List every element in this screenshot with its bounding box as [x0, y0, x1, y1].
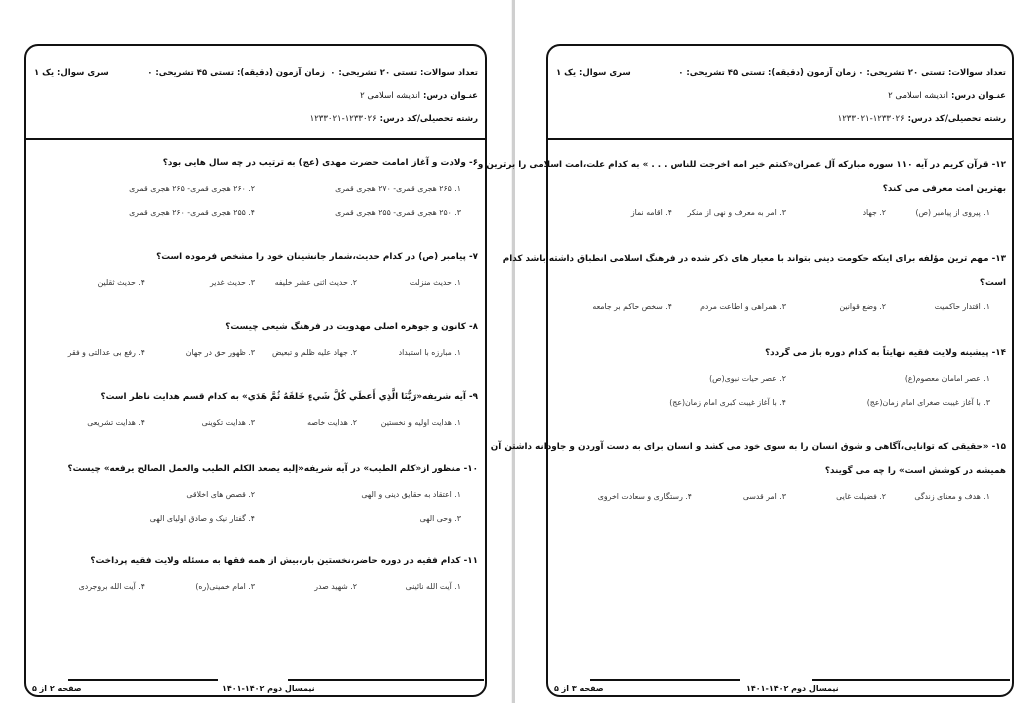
footer-rule	[812, 679, 1010, 681]
course-value: اندیشه اسلامی ۲	[888, 91, 948, 101]
term-label: نیمسال دوم ۱۴۰۲-۱۴۰۱	[746, 684, 839, 693]
q7-option-4[interactable]: ۴. حدیث ثقلین	[97, 278, 145, 287]
field-label: رشته تحصیلی/کد درس:	[907, 114, 1006, 124]
q14-option-3[interactable]: ۳. با آغاز غیبت صغرای امام زمان(عج)	[866, 398, 990, 407]
q10-option-2[interactable]: ۲. قصص های اخلاقی	[186, 490, 255, 499]
q14-option-1[interactable]: ۱. عصر امامان معصوم(ع)	[904, 374, 990, 383]
question-count: تعداد سوالات: تستی ۲۰ تشریحی: ۰	[858, 68, 1006, 78]
q6-option-2[interactable]: ۲. ۲۶۰ هجری قمری- ۲۶۵ هجری قمری	[129, 184, 255, 193]
field-value: ۱۲۳۳۰۲۶-۱۲۳۳۰۲۱	[309, 114, 377, 124]
q9-option-3[interactable]: ۳. هدایت تکوینی	[201, 418, 255, 427]
question-count: تعداد سوالات: تستی ۲۰ تشریحی: ۰	[330, 68, 478, 78]
q11-option-4[interactable]: ۴. آیت الله بروجردی	[78, 582, 145, 591]
footer-rule	[68, 679, 218, 681]
q13-option-2[interactable]: ۲. وضع قوانین	[839, 302, 886, 311]
q8-option-4[interactable]: ۴. رفع بی عدالتی و فقر	[67, 348, 145, 357]
course-value: اندیشه اسلامی ۲	[360, 91, 420, 101]
exam-page-2	[0, 0, 511, 703]
q6-option-3[interactable]: ۳. ۲۵۰ هجری قمری- ۲۵۵ هجری قمری	[335, 208, 461, 217]
series-number: سری سوال: یک ۱	[34, 68, 109, 78]
question-10: ۱۰- منظور از«کلم الطیب» در آیه شریفه«إلیه یصعد الکلم الطیب والعمل الصالح یرفعه» چیست؟	[67, 464, 478, 474]
q11-option-1[interactable]: ۱. آیت الله نائینی	[405, 582, 461, 591]
series-number: سری سوال: یک ۱	[556, 68, 631, 78]
q8-option-2[interactable]: ۲. جهاد علیه ظلم و تبعیض	[271, 348, 357, 357]
page-number: صفحه ۳ از ۵	[554, 684, 604, 693]
question-7: ۷- پیامبر (ص) در کدام حدیث،شمار جانشینان خود را مشخص فرموده است؟	[156, 252, 478, 262]
q9-option-2[interactable]: ۲. هدایت خاصه	[307, 418, 357, 427]
q8-option-1[interactable]: ۱. مبارزه با استبداد	[398, 348, 461, 357]
field-value: ۱۲۳۳۰۲۶-۱۲۳۳۰۲۱	[837, 114, 905, 124]
course-title	[888, 91, 1006, 101]
course-label: عنـوان درس:	[422, 91, 478, 101]
exam-duration: زمان آزمون (دقیقه): تستی ۴۵ تشریحی: ۰	[678, 68, 856, 78]
question-14: ۱۴- پیشینه ولایت فقیه نهایتاً به کدام دوره باز می گردد؟	[765, 348, 1006, 358]
field-code	[310, 114, 478, 124]
page-footer	[548, 681, 1012, 695]
q15-option-2[interactable]: ۲. فضیلت غایی	[836, 492, 886, 501]
page-number: صفحه ۲ از ۵	[32, 684, 82, 693]
q7-option-1[interactable]: ۱. حدیث منزلت	[409, 278, 461, 287]
course-label: عنـوان درس:	[950, 91, 1006, 101]
q6-option-4[interactable]: ۴. ۲۵۵ هجری قمری- ۲۶۰ هجری قمری	[129, 208, 255, 217]
question-13: ۱۳- مهم ترین مؤلفه برای اینکه حکومت دینی بتواند با معیار های ذکر شده در فرهنگ اسلامی انطباق داشته باشد کدام	[502, 254, 1006, 264]
question-8: ۸- کانون و جوهره اصلی مهدویت در فرهنگ شیعی چیست؟	[225, 322, 478, 332]
q15-option-3[interactable]: ۳. امر قدسی	[742, 492, 786, 501]
q12-option-3[interactable]: ۳. امر به معرف و نهی از منکر	[687, 208, 786, 217]
course-title	[360, 91, 478, 101]
exam-header	[548, 46, 1012, 140]
q10-option-1[interactable]: ۱. اعتقاد به حقایق دینی و الهی	[361, 490, 461, 499]
question-12-cont: بهترین امت معرفی می کند؟	[882, 184, 1006, 194]
term-label: نیمسال دوم ۱۴۰۲-۱۴۰۱	[222, 684, 315, 693]
question-6: ۶- ولادت و آغاز امامت حضرت مهدی (عج) به ترتیب در چه سال هایی بود؟	[162, 158, 478, 168]
q10-option-4[interactable]: ۴. گفتار نیک و صادق اولیای الهی	[149, 514, 255, 523]
q13-option-1[interactable]: ۱. اقتدار حاکمیت	[934, 302, 990, 311]
page-frame	[477, 44, 1014, 697]
q11-option-3[interactable]: ۳. امام خمینی(ره)	[195, 582, 255, 591]
question-13-cont: است؟	[979, 278, 1006, 288]
q6-option-1[interactable]: ۱. ۲۶۵ هجری قمری- ۲۷۰ هجری قمری	[335, 184, 461, 193]
q9-option-4[interactable]: ۴. هدایت تشریعی	[87, 418, 145, 427]
q14-option-2[interactable]: ۲. عصر حیات نبوی(ص)	[709, 374, 786, 383]
q10-option-3[interactable]: ۳. وحی الهی	[419, 514, 461, 523]
q12-option-2[interactable]: ۲. جهاد	[862, 208, 886, 217]
q7-option-3[interactable]: ۳. حدیث غدیر	[209, 278, 255, 287]
footer-rule	[590, 679, 740, 681]
exam-duration: زمان آزمون (دقیقه): تستی ۴۵ تشریحی: ۰	[147, 68, 325, 78]
question-9: ۹- آیه شریفه«رَبُّنَا الَّذِي أَعطَي كُلَّ شَيءٍ خَلقَهُ ثُمَّ هَدَي» به کدام قسم هدایت ناظر است؟	[100, 392, 478, 402]
page-frame	[24, 44, 487, 697]
q12-option-4[interactable]: ۴. اقامه نماز	[630, 208, 672, 217]
question-11: ۱۱- کدام فقیه در دوره حاضر،نخستین بار،بیش از همه فقها به مسئله ولایت فقیه پرداخت؟	[90, 556, 478, 566]
q8-option-3[interactable]: ۳. ظهور حق در جهان	[185, 348, 255, 357]
question-15: ۱۵- «حقیقی که توانایی،آگاهی و شوق انسان را به سوی خود می کشد و انسان برای به دست آوردن و جاودانه داشتن آن	[490, 442, 1006, 452]
field-label: رشته تحصیلی/کد درس:	[379, 114, 478, 124]
q15-option-1[interactable]: ۱. هدف و معنای زندگی	[914, 492, 990, 501]
q7-option-2[interactable]: ۲. حدیث اثنی عشر خلیفه	[274, 278, 357, 287]
question-12: ۱۲- قرآن کریم در آیه ۱۱۰ سوره مبارکه آل عمران«کنتم خیر امه اخرجت للناس . . . » به کدام علت،امت اسلامی را برترین و	[477, 160, 1006, 170]
field-code	[838, 114, 1006, 124]
exam-page-3	[477, 0, 1024, 703]
q11-option-2[interactable]: ۲. شهید صدر	[314, 582, 357, 591]
q12-option-1[interactable]: ۱. پیروی از پیامبر (ص)	[915, 208, 990, 217]
q15-option-4[interactable]: ۴. رستگاری و سعادت اخروی	[597, 492, 692, 501]
q14-option-4[interactable]: ۴. با آغاز غیبت کبری امام زمان(عج)	[669, 398, 786, 407]
exam-header	[26, 46, 485, 140]
q13-option-3[interactable]: ۳. همراهی و اطاعت مردم	[700, 302, 786, 311]
question-15-cont: همیشه در کوشش است» را چه می گویند؟	[824, 466, 1006, 476]
footer-rule	[288, 679, 484, 681]
q13-option-4[interactable]: ۴. سخص حاکم بر جامعه	[592, 302, 672, 311]
q9-option-1[interactable]: ۱. هدایت اولیه و نخستین	[380, 418, 461, 427]
page-footer	[26, 681, 485, 695]
